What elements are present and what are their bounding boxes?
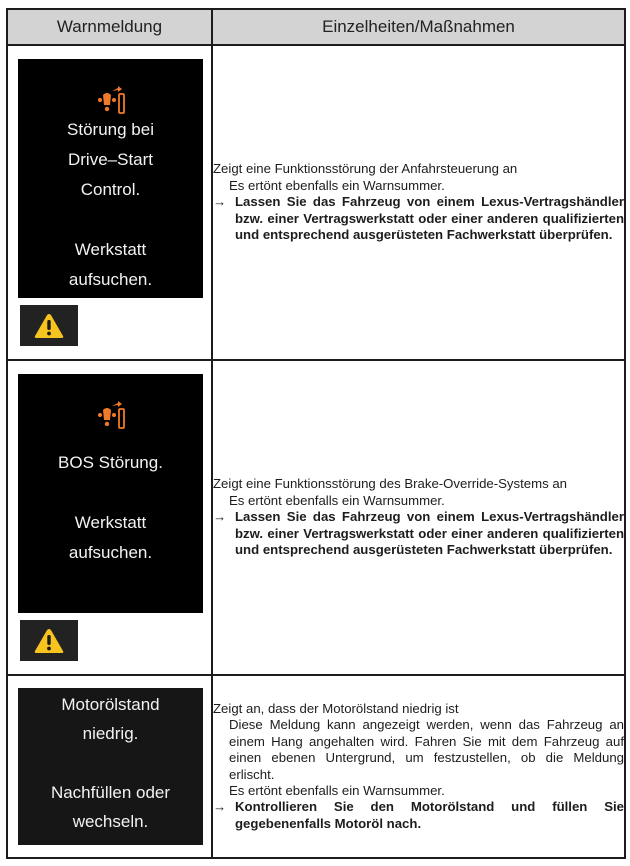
display-screen [18, 59, 203, 298]
note: Es ertönt ebenfalls ein Warnsummer. [229, 782, 445, 798]
display-screen [18, 688, 203, 845]
action-instruction [213, 194, 624, 243]
screen-line: Control. [80, 180, 141, 199]
warning-cell [7, 45, 212, 360]
table-row [7, 360, 625, 675]
warning-indicator [20, 620, 78, 661]
screen-line: Drive–Start [67, 150, 154, 169]
warning-indicator [20, 305, 78, 346]
note: Es ertönt ebenfalls ein Warnsummer. [229, 177, 445, 193]
display-screen [18, 374, 203, 613]
screen-line: aufsuchen. [68, 270, 153, 289]
table-header-row [7, 9, 625, 45]
warning-cell [7, 675, 212, 858]
action-instruction [213, 799, 624, 832]
warning-cell [7, 360, 212, 675]
arrow-icon: → [213, 509, 227, 525]
details-cell [212, 675, 625, 858]
screen-line: niedrig. [82, 724, 139, 743]
table-row [7, 45, 625, 360]
screen-line: BOS Störung. [58, 453, 163, 472]
screen-line: wechseln. [72, 812, 149, 831]
screen-line: Werkstatt [74, 513, 147, 532]
note: Diese Meldung kann angezeigt werden, wenn das Fahrzeug an einem Hang angehalten wird. Fahren Sie mit dem Fahrzeug auf einen ebenen Untergrund, um festzustellen, ob die Meldung erlischt. [229, 717, 624, 782]
yellow-warning-triangle-icon [33, 627, 65, 655]
screen-line: Störung bei [67, 120, 154, 139]
arrow-icon: → [213, 194, 227, 210]
action-text: Lassen Sie das Fahrzeug von einem Lexus-Vertragshändler bzw. einer Vertragswerkstatt oder einer anderen qualifizierten und entsprechend ausgerüsteten Fachwerkstatt überprüfen. [235, 194, 624, 243]
drive-start-control-icon [18, 59, 203, 115]
table-row [7, 675, 625, 858]
description: Zeigt eine Funktionsstörung des Brake-Override-Systems an [213, 476, 568, 492]
header-details-measures: Einzelheiten/Maßnahmen [212, 9, 625, 45]
action-instruction [213, 509, 624, 558]
screen-line: Nachfüllen oder [50, 783, 171, 802]
action-text: Kontrollieren Sie den Motorölstand und füllen Sie gegebenenfalls Motoröl nach. [235, 799, 624, 831]
action-text: Lassen Sie das Fahrzeug von einem Lexus-Vertragshändler bzw. einer Vertragswerkstatt oder einer anderen qualifizierten und entsprechend ausgerüsteten Fachwerkstatt überprüfen. [235, 509, 624, 558]
header-warning-message: Warnmeldung [7, 9, 212, 45]
details-cell [212, 360, 625, 675]
details-cell [212, 45, 625, 360]
warning-message-table [6, 8, 626, 859]
screen-line: aufsuchen. [68, 543, 153, 562]
arrow-icon: → [213, 799, 227, 815]
brake-override-system-icon [18, 374, 203, 430]
description: Zeigt an, dass der Motorölstand niedrig ist [213, 700, 459, 716]
yellow-warning-triangle-icon [33, 312, 65, 340]
note: Es ertönt ebenfalls ein Warnsummer. [229, 492, 445, 508]
description: Zeigt eine Funktionsstörung der Anfahrsteuerung an [213, 161, 518, 177]
screen-line: Werkstatt [74, 240, 147, 259]
screen-line: Motorölstand [61, 695, 160, 714]
